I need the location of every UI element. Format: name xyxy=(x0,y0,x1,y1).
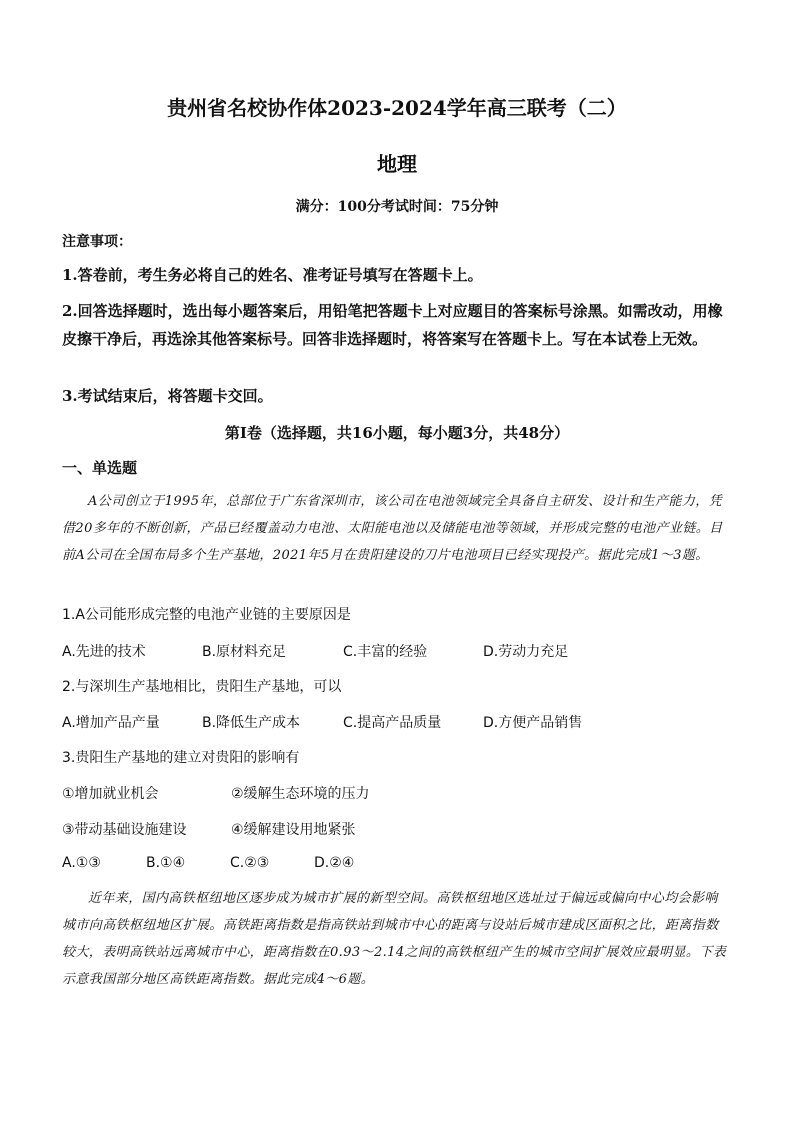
part-heading: 一、单选题 xyxy=(62,459,138,477)
statement-1: ①增加就业机会 xyxy=(62,786,159,802)
option-a: A.先进的技术 xyxy=(62,644,146,660)
statement-3: ③带动基础设施建设 xyxy=(62,822,187,838)
question-2-options xyxy=(62,712,742,734)
note-item-1: 1.答卷前，考生务必将自己的姓名、准考证号填写在答题卡上。 xyxy=(62,266,483,284)
question-1-options xyxy=(62,641,742,663)
option-b: B.原材料充足 xyxy=(202,644,287,660)
notes-heading: 注意事项： xyxy=(62,234,132,250)
question-3-statements-row-1 xyxy=(62,783,742,805)
option-d: D.劳动力充足 xyxy=(483,644,569,660)
statement-4: ④缓解建设用地紧张 xyxy=(231,822,356,838)
statement-2: ②缓解生态环境的压力 xyxy=(231,786,370,802)
option-d: D.方便产品销售 xyxy=(483,715,583,731)
option-b: B.降低生产成本 xyxy=(202,715,301,731)
option-a: A.增加产品产量 xyxy=(62,715,160,731)
subject-title: 地理 xyxy=(377,152,417,176)
reading-passage-2: 近年来，国内高铁枢纽地区逐步成为城市扩展的新型空间。高铁枢纽地区选址过于偏远或偏向中心均会影响城市向高铁枢纽地区扩展。高铁距离指数是指高铁站到城市中心的距离与设站后城市建成区面积之比，距离指数较大，表明高铁站远离城市中心，距离指数在0.93～2.14之间的高铁枢纽产生的城市空间扩展效应最明显。下表示意我国部分地区高铁距离指数。据此完成4～6题。 xyxy=(62,891,727,987)
reading-passage-1: A公司创立于1995年，总部位于广东省深圳市，该公司在电池领域完全具备自主研发、设计和生产能力，凭借20多年的不断创新，产品已经覆盖动力电池、太阳能电池以及储能电池等领域，并形成完整的电池产业链。目前A公司在全国布局多个生产基地，2021年5月在贵阳建设的刀片电池项目已经实现投产。据此完成1～3题。 xyxy=(62,494,723,563)
note-item-2: 2.回答选择题时，选出每小题答案后，用铅笔把答题卡上对应题目的答案标号涂黑。如需改动，用橡皮擦干净后，再选涂其他答案标号。回答非选择题时，将答案写在答题卡上。写在本试卷上无效。 xyxy=(62,302,723,348)
section-heading: 第Ⅰ卷（选择题，共16小题，每小题3分，共48分） xyxy=(224,424,570,442)
option-d: D.②④ xyxy=(314,855,355,871)
question-3-stem: 3.贵阳生产基地的建立对贵阳的影响有 xyxy=(62,750,300,766)
option-a: A.①③ xyxy=(62,855,101,871)
note-item-3: 3.考试结束后，将答题卡交回。 xyxy=(62,387,273,405)
option-b: B.①④ xyxy=(146,855,186,871)
question-3-statements-row-2 xyxy=(62,819,742,841)
score-time-line: 满分：100分考试时间：75分钟 xyxy=(295,199,499,215)
question-1-stem: 1.A公司能形成完整的电池产业链的主要原因是 xyxy=(62,607,351,623)
question-3-options xyxy=(62,855,742,877)
question-2-stem: 2.与深圳生产基地相比，贵阳生产基地，可以 xyxy=(62,679,342,695)
option-c: C.提高产品质量 xyxy=(343,715,442,731)
option-c: C.②③ xyxy=(230,855,270,871)
option-c: C.丰富的经验 xyxy=(343,644,428,660)
exam-title: 贵州省名校协作体2023-2024学年高三联考（二） xyxy=(167,96,627,120)
